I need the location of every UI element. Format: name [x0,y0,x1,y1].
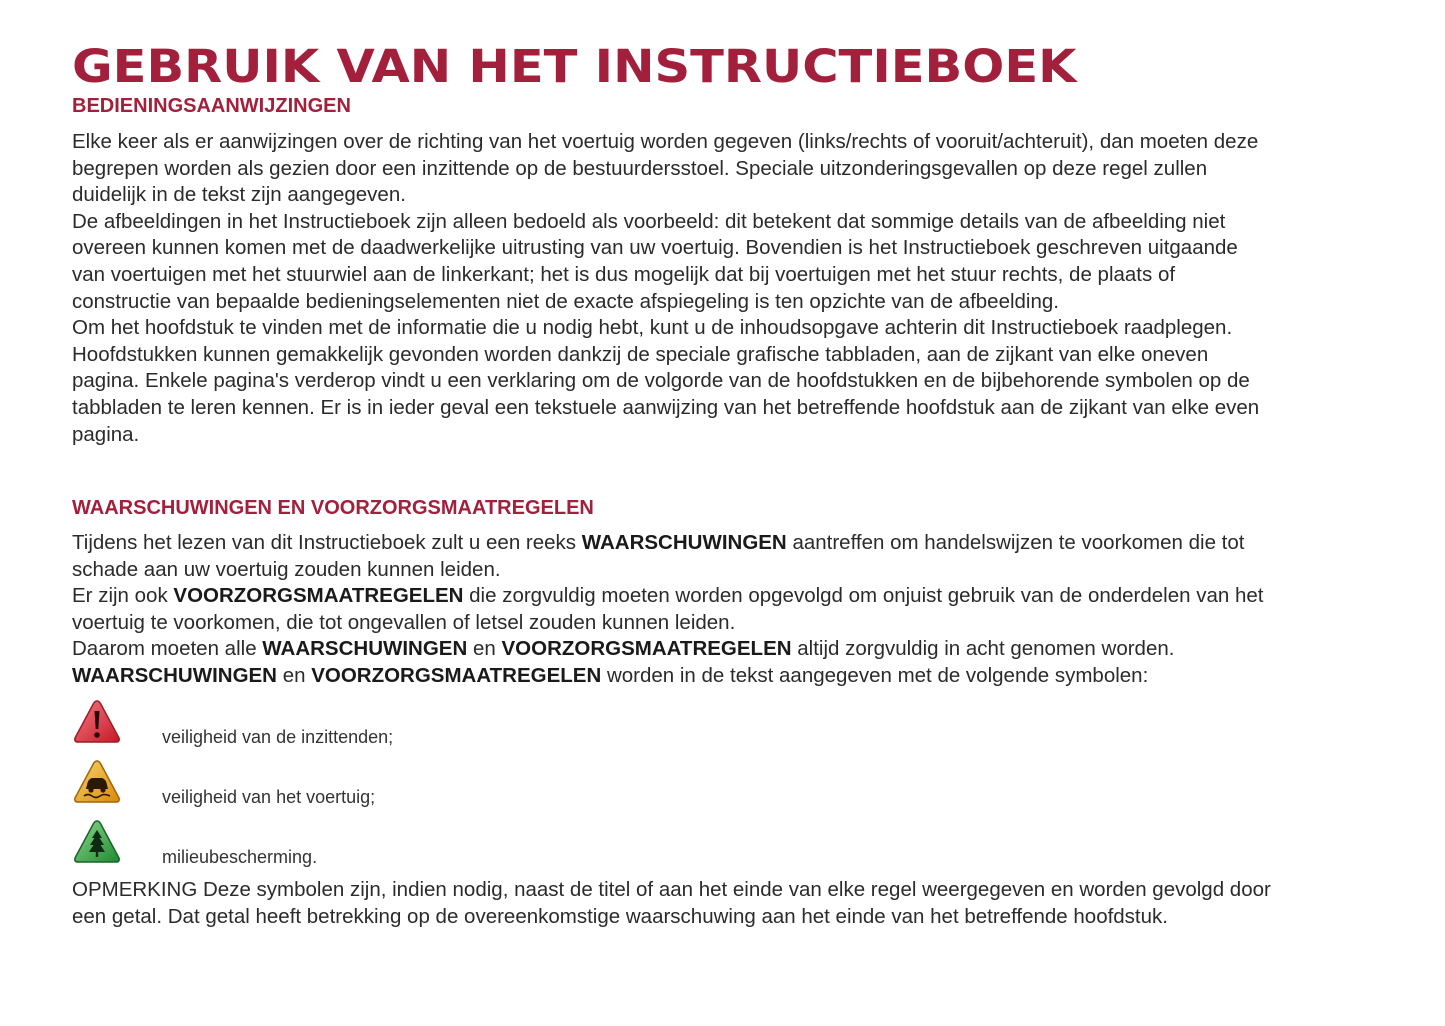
symbol-label: milieubescherming. [162,847,318,867]
paragraph: De afbeeldingen in het Instructieboek zijn alleen bedoeld als voorbeeld: dit betekent dat sommige details van de afbeelding niet overeen kunnen komen met de daadwerkelijke uitrusting van uw voertuig. Bovendien is het Instructieboek geschreven uitgaande van voertuigen met het stuurwiel aan de linkerkant; het is dus mogelijk dat bij voertuigen met het stuur rechts, de plaats of constructie van bepaalde bedieningselementen niet de exacte afspiegeling is ten opzichte van de afbeelding. [72,209,1238,313]
symbol-row-vehicle-safety [72,758,672,812]
keyword-warnings: WAARSCHUWINGEN [581,531,787,554]
symbol-row-environment [72,818,672,872]
note-text [72,877,1272,930]
page-title: GEBRUIK VAN HET INSTRUCTIEBOEK [72,40,1077,93]
symbol-row-occupant-safety [72,698,672,752]
warnings-text [72,530,1272,690]
paragraph: Elke keer als er aanwijzingen over de richting van het voertuig worden gegeven (links/rechts of vooruit/achteruit), dan moeten deze begrepen worden als gezien door een inzittende op de bestuurdersstoel. Speciale uitzonderingsgevallen op deze regel zullen duidelijk in de tekst zijn aangegeven. [72,130,1259,207]
vehicle-skid-icon [72,758,122,806]
paragraph: Hoofdstukken kunnen gemakkelijk gevonden worden dankzij de speciale grafische tabbladen, aan de zijkant van elke oneven pagina. Enkele pagina's verderop vindt u een verklaring om de volgorde van de hoofdstukken en de bijbehorende symbolen op de tabbladen te leren kennen. Er is in ieder geval een tekstuele aanwijzing van het betreffende hoofdstuk aan de zijkant van elke even pagina. [72,342,1260,446]
paragraph: Om het hoofdstuk te vinden met de informatie die u nodig hebt, kunt u de inhoudsopgave achterin dit Instructieboek raadplegen. [72,316,1233,340]
keyword-warnings: WAARSCHUWINGEN [262,637,468,661]
keyword-precautions: VOORZORGSMAATREGELEN [311,663,602,687]
keyword-warnings: WAARSCHUWINGEN [72,663,277,687]
note-paragraph: OPMERKING Deze symbolen zijn, indien nodig, naast de titel of aan het einde van elke regel weergegeven en worden gevolgd door een getal. Dat getal heeft betrekking op de overeenkomstige waarschuwing aan het einde van het betreffende hoofdstuk. [72,878,1271,928]
symbol-label: veiligheid van het voertuig; [162,787,376,807]
keyword-precautions: VOORZORGSMAATREGELEN [173,584,464,608]
symbol-label: veiligheid van de inzittenden; [162,727,394,747]
paragraph: WAARSCHUWINGEN en VOORZORGSMAATREGELEN worden in de tekst aangegeven met de volgende symbolen: [72,663,1149,687]
warning-exclamation-icon [72,698,122,746]
paragraph: Daarom moeten alle WAARSCHUWINGEN en VOORZORGSMAATREGELEN altijd zorgvuldig in acht genomen worden. [72,637,1175,661]
paragraph: Er zijn ook VOORZORGSMAATREGELEN die zorgvuldig moeten worden opgevolgd om onjuist gebruik van de onderdelen van het voertuig te voorkomen, die tot ongevallen of letsel zouden kunnen leiden. [72,584,1264,634]
keyword-precautions: VOORZORGSMAATREGELEN [501,637,792,661]
section-heading-operating-instructions: BEDIENINGSAANWIJZINGEN [72,95,351,117]
environment-tree-icon [72,818,122,866]
operating-instructions-text [72,129,1272,448]
section-heading-warnings: WAARSCHUWINGEN EN VOORZORGSMAATREGELEN [72,497,594,519]
paragraph: Tijdens het lezen van dit Instructieboek zult u een reeks WAARSCHUWINGEN aantreffen om handelswijzen te voorkomen die tot schade aan uw voertuig zouden kunnen leiden. [72,531,1245,581]
